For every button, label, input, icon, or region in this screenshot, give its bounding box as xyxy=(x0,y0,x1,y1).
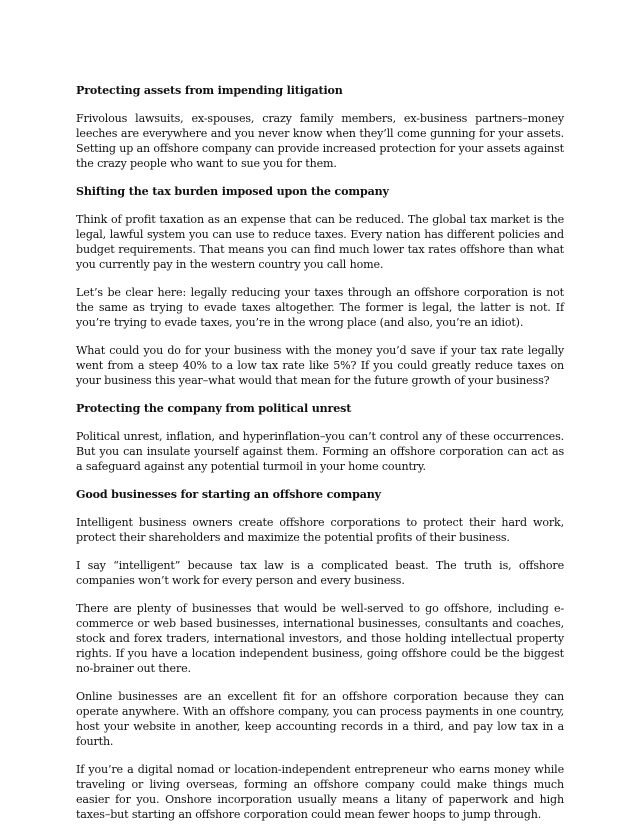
document-page xyxy=(76,83,564,822)
paragraph-political-unrest: Political unrest, inflation, and hyperinflation–you can’t control any of these occurrences. But you can insulate yourself against them. Forming an offshore corporation can act as a safeguard against any potential turmoil in your home country. xyxy=(76,430,564,473)
paragraph-good-businesses-1: Intelligent business owners create offshore corporations to protect their hard work, protect their shareholders and maximize the potential profits of their business. xyxy=(76,516,564,544)
paragraph-good-businesses-3: There are plenty of businesses that would be well-served to go offshore, including e-commerce or web based businesses, international businesses, consultants and coaches, stock and forex traders, international investors, and those holding intellectual property rights. If you have a location independent business, going offshore could be the biggest no-brainer out there. xyxy=(76,602,564,675)
heading-political-unrest: Protecting the company from political unrest xyxy=(76,402,352,415)
paragraph-asset-protection: Frivolous lawsuits, ex-spouses, crazy family members, ex-business partners–money leeches are everywhere and you never know when they’ll come gunning for your assets. Setting up an offshore company can provide increased protection for your assets against the crazy people who want to sue you for them. xyxy=(76,112,564,170)
paragraph-tax-burden-3: What could you do for your business with the money you’d save if your tax rate legally went from a steep 40% to a low tax rate like 5%? If you could greatly reduce taxes on your business this year–what would that mean for the future growth of your business? xyxy=(76,344,564,387)
paragraph-good-businesses-2: I say “intelligent” because tax law is a complicated beast. The truth is, offshore companies won’t work for every person and every business. xyxy=(76,559,564,587)
paragraph-good-businesses-4: Online businesses are an excellent fit for an offshore corporation because they can operate anywhere. With an offshore company, you can process payments in one country, host your website in another, keep accounting records in a third, and pay low tax in a fourth. xyxy=(76,690,564,748)
paragraph-tax-burden-1: Think of profit taxation as an expense that can be reduced. The global tax market is the legal, lawful system you can use to reduce taxes. Every nation has different policies and budget requirements. That means you can find much lower tax rates offshore than what you currently pay in the western country you call home. xyxy=(76,213,564,271)
heading-good-businesses: Good businesses for starting an offshore company xyxy=(76,488,381,501)
heading-asset-protection: Protecting assets from impending litigation xyxy=(76,84,343,97)
paragraph-tax-burden-2: Let’s be clear here: legally reducing your taxes through an offshore corporation is not the same as trying to evade taxes altogether. The former is legal, the latter is not. If you’re trying to evade taxes, you’re in the wrong place (and also, you’re an idiot). xyxy=(76,286,564,329)
paragraph-good-businesses-5: If you’re a digital nomad or location-independent entrepreneur who earns money while traveling or living overseas, forming an offshore company could make things much easier for you. Onshore incorporation usually means a litany of paperwork and high taxes–but starting an offshore corporation could mean fewer hoops to jump through. xyxy=(76,763,564,821)
heading-tax-burden: Shifting the tax burden imposed upon the company xyxy=(76,185,389,198)
